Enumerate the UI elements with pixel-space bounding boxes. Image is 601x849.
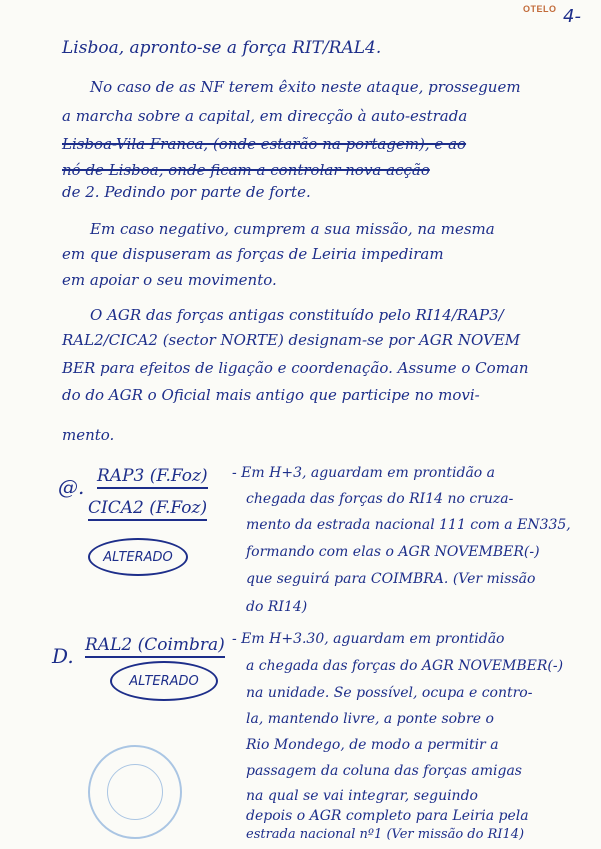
intro-line: Em caso negativo, cumprem a sua missão, na mesma <box>90 220 495 238</box>
section-d-line: depois o AGR completo para Leiria pela <box>246 808 529 824</box>
section-d-line: na qual se vai integrar, seguindo <box>246 788 478 804</box>
section-d-line: passagem da coluna das forças amigas <box>246 763 522 779</box>
section-c-letter: @. <box>58 475 85 499</box>
section-c-line: chegada das forças do RI14 no cruza- <box>246 491 514 507</box>
intro-line: mento. <box>62 426 115 444</box>
section-d-line: la, mantendo livre, a ponte sobre o <box>246 711 494 727</box>
section-c-line: - Em H+3, aguardam em prontidão a <box>232 465 496 481</box>
intro-line: de 2. Pedindo por parte de forte. <box>62 183 311 201</box>
section-c-line: mento da estrada nacional 111 com a EN335, <box>246 517 571 533</box>
section-c-line: formando com elas o AGR NOVEMBER(-) <box>246 544 540 560</box>
header-label: OTELO <box>523 4 557 14</box>
section-d-line: - Em H+3.30, aguardam em prontidão <box>232 631 505 647</box>
section-d-line: estrada nacional nº1 (Ver missão do RI14) <box>246 827 525 842</box>
intro-line: em que dispuseram as forças de Leiria impediram <box>62 245 444 263</box>
intro-line: No caso de as NF terem êxito neste ataque, prosseguem <box>90 78 521 96</box>
section-d-status-badge: ALTERADO <box>110 661 218 701</box>
section-d-line: na unidade. Se possível, ocupa e contro- <box>246 685 533 701</box>
section-d-unit-1: RAL2 (Coimbra) <box>85 635 225 658</box>
page-title: Lisboa, apronto-se a força RIT/RAL4. <box>62 38 382 58</box>
section-c-status-badge: ALTERADO <box>88 538 188 576</box>
intro-line: O AGR das forças antigas constituído pelo RI14/RAP3/ <box>90 306 504 324</box>
section-d-letter: D. <box>52 644 74 668</box>
page-number: 4- <box>563 6 581 27</box>
intro-line: em apoiar o seu movimento. <box>62 271 277 289</box>
archive-stamp <box>88 745 182 839</box>
section-d-line: Rio Mondego, de modo a permitir a <box>246 737 499 753</box>
section-c-unit-1: RAP3 (F.Foz) <box>97 466 208 489</box>
intro-line: do do AGR o Oficial mais antigo que participe no movi- <box>62 386 480 404</box>
intro-line-struck: nó de Lisboa, onde ficam a controlar nova acção <box>62 161 430 179</box>
intro-line: BER para efeitos de ligação e coordenação. Assume o Coman <box>62 359 529 377</box>
intro-line-struck: Lisboa-Vila Franca, (onde estarão na portagem), e ao <box>62 135 467 153</box>
archive-stamp-inner <box>107 764 163 820</box>
section-c-line: do RI14) <box>246 599 308 615</box>
section-d-line: a chegada das forças do AGR NOVEMBER(-) <box>246 658 564 674</box>
intro-line: a marcha sobre a capital, em direcção à auto-estrada <box>62 107 468 125</box>
intro-line: RAL2/CICA2 (sector NORTE) designam-se por AGR NOVEM <box>62 331 521 349</box>
section-c-line: que seguirá para COIMBRA. (Ver missão <box>246 571 536 587</box>
section-c-unit-2: CICA2 (F.Foz) <box>88 498 207 521</box>
